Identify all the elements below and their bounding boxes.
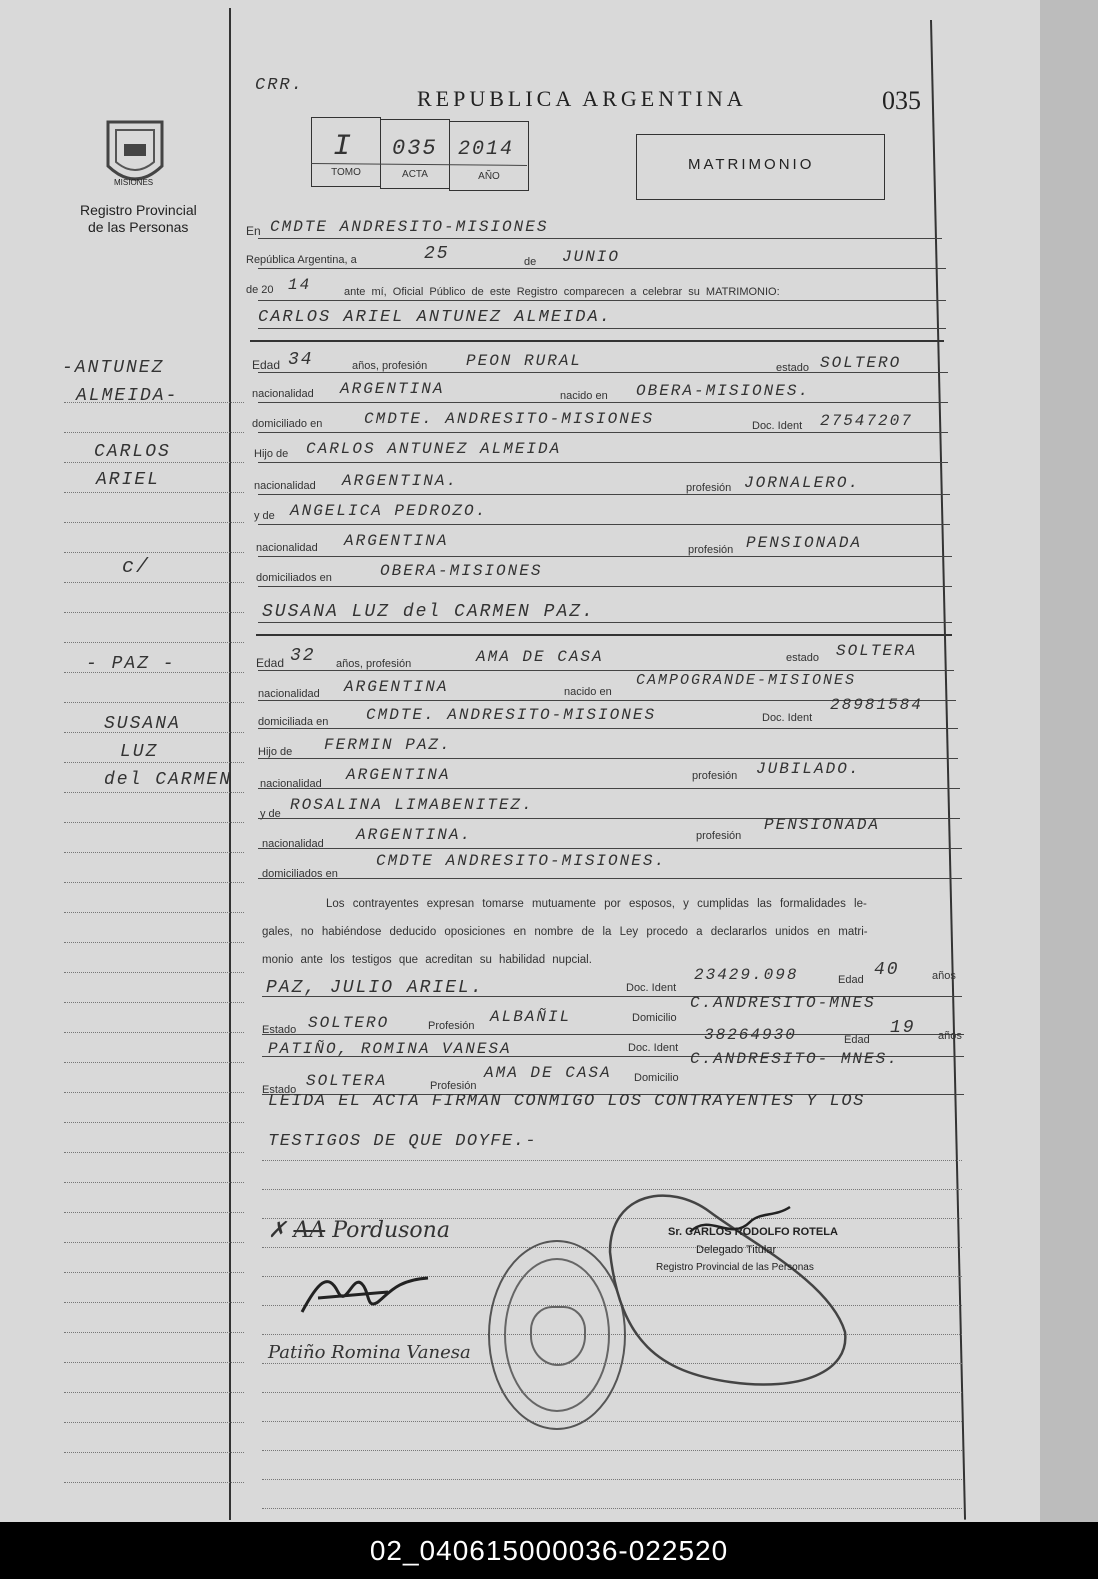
closing-line1: LEIDA EL ACTA FIRMAN CONMIGO LOS CONTRAYENTES Y LOS — [268, 1092, 865, 1111]
margin-conj: c/ — [122, 556, 151, 579]
margin-bride-names-1: SUSANA — [104, 714, 181, 734]
rule-place — [258, 238, 942, 239]
margin-dotted-line — [64, 462, 244, 463]
body-dotted-line — [262, 1508, 962, 1509]
witness1-estado: SOLTERO — [308, 1014, 390, 1032]
groom-madre-prof: PENSIONADA — [746, 534, 863, 552]
witness2-doc-label: Doc. Ident — [628, 1042, 679, 1054]
bride-estado: SOLTERA — [836, 642, 918, 660]
witness1-name: PAZ, JULIO ARIEL. — [266, 978, 484, 998]
groom-section-separator — [250, 340, 944, 342]
footer-code: 02_040615000036-022520 — [0, 1522, 1098, 1579]
rule-groom-padre — [258, 462, 948, 463]
rule-groom-madre-nac — [258, 556, 952, 557]
witness2-name: PATIÑO, ROMINA VANESA — [268, 1040, 512, 1058]
en-label: En — [246, 224, 261, 238]
bride-madre: ROSALINA LIMABENITEZ. — [290, 796, 534, 814]
official-stamp — [600, 1182, 850, 1404]
closing-line2: TESTIGOS DE QUE DOYFE.- — [268, 1132, 538, 1151]
margin-dotted-line — [64, 852, 244, 853]
bride-profesion: AMA DE CASA — [476, 648, 604, 666]
declaration-line1: Los contrayentes expresan tomarse mutuamente por esposos, y cumplidas las formalidades le- — [326, 898, 867, 910]
groom-padre: CARLOS ANTUNEZ ALMEIDA — [306, 440, 562, 458]
bride-madre-prof: PENSIONADA — [764, 816, 881, 834]
rule-bride-doms — [258, 878, 962, 879]
signature-bride — [298, 1262, 438, 1322]
bride-domicilio: CMDTE. ANDRESITO-MISIONES — [366, 706, 657, 724]
groom-estado: SOLTERO — [820, 354, 902, 372]
official-title: Delegado Titular — [696, 1244, 777, 1256]
margin-groom-names-1: CARLOS — [94, 442, 171, 462]
witness1-domicilio: C.ANDRESITO-MNES — [690, 994, 876, 1012]
margin-dotted-line — [64, 552, 244, 553]
bride-padres-dom: CMDTE ANDRESITO-MISIONES. — [376, 852, 667, 870]
witness2-estado: SOLTERA — [306, 1072, 388, 1090]
groom-dom-label: domiciliado en — [252, 418, 323, 430]
margin-dotted-line — [64, 702, 244, 703]
groom-anios-prof-label: años, profesión — [352, 360, 428, 372]
margin-groom-surname-1: -ANTUNEZ — [62, 358, 165, 378]
declaration-line3: monio ante los testigos que acreditan su habilidad nupcial. — [262, 954, 592, 966]
bride-section-separator — [256, 634, 952, 636]
margin-dotted-line — [64, 792, 244, 793]
bride-yde-label: y de — [260, 808, 281, 820]
signature-groom-text: Pordusona — [332, 1218, 450, 1243]
witness2-edad: 19 — [890, 1018, 916, 1038]
groom-madre-nac-label: nacionalidad — [256, 542, 318, 554]
bride-hijo-label: Hijo de — [258, 746, 293, 758]
margin-dotted-line — [64, 1272, 244, 1273]
rule-intro — [258, 300, 946, 301]
bride-nacido-label: nacido en — [564, 686, 612, 698]
rule-groom-nac — [258, 402, 948, 403]
margin-dotted-line — [64, 1422, 244, 1423]
groom-padre-prof-label: profesión — [686, 482, 732, 494]
margin-dotted-line — [64, 762, 244, 763]
witness2-prof-label: Profesión — [430, 1080, 477, 1092]
groom-madre-prof-label: profesión — [688, 544, 734, 556]
margin-dotted-line — [64, 492, 244, 493]
bride-doc: 28981584 — [830, 696, 923, 714]
bride-nac-label: nacionalidad — [258, 688, 320, 700]
margin-bride-names-3: del CARMEN — [104, 770, 233, 790]
rule-bride-name — [258, 622, 952, 623]
groom-doms-label: domiciliados en — [256, 572, 332, 584]
anio-label: AÑO — [478, 171, 500, 182]
margin-dotted-line — [64, 1152, 244, 1153]
margin-dotted-line — [64, 972, 244, 973]
signature-witness: Patiño Romina Vanesa — [268, 1342, 471, 1363]
groom-domicilio: CMDTE. ANDRESITO-MISIONES — [364, 410, 655, 428]
margin-groom-names-2: ARIEL — [96, 470, 161, 490]
witness1-estado-label: Estado — [262, 1024, 297, 1036]
groom-nacido-en: OBERA-MISIONES. — [636, 382, 811, 400]
margin-dotted-line — [64, 882, 244, 883]
margin-dotted-line — [64, 1032, 244, 1033]
groom-estado-label: estado — [776, 362, 810, 374]
groom-hijo-label: Hijo de — [254, 448, 289, 460]
witness2-estado-label: Estado — [262, 1084, 297, 1096]
groom-full-name: CARLOS ARIEL ANTUNEZ ALMEIDA. — [258, 308, 612, 327]
groom-padre-nac: ARGENTINA. — [342, 472, 459, 490]
groom-yde-label: y de — [254, 510, 275, 522]
bride-nacido-en: CAMPOGRANDE-MISIONES — [636, 672, 857, 689]
margin-dotted-line — [64, 1182, 244, 1183]
groom-nac-label: nacionalidad — [252, 388, 314, 400]
de-label: de — [524, 256, 537, 268]
bride-padre-nac-label: nacionalidad — [260, 778, 322, 790]
margin-dotted-line — [64, 1002, 244, 1003]
witness2-domicilio: C.ANDRESITO- MNES. — [690, 1050, 899, 1068]
bride-padre-nac: ARGENTINA — [346, 766, 451, 784]
page-number: 035 — [882, 86, 921, 115]
bride-padre-prof: JUBILADO. — [756, 760, 861, 778]
rule-bride-dom — [258, 728, 958, 729]
acta-label: ACTA — [402, 169, 428, 180]
groom-nacionalidad: ARGENTINA — [340, 380, 445, 398]
margin-bride-names-2: LUZ — [120, 742, 159, 762]
intro-text: ante mí, Oficial Público de este Registro comparecen a celebrar su MATRIMONIO: — [344, 286, 780, 298]
rule-groom-edad — [258, 372, 948, 373]
body-dotted-line — [262, 1421, 962, 1422]
witness2-dom-label: Domicilio — [634, 1072, 679, 1084]
witness1-doc-label: Doc. Ident — [626, 982, 677, 994]
margin-dotted-line — [64, 1332, 244, 1333]
rule-groom-name — [258, 328, 946, 329]
witness2-doc: 38264930 — [704, 1026, 797, 1044]
header-code: CRR. — [255, 76, 304, 95]
anio-value: 2014 — [458, 138, 515, 161]
margin-groom-surname-2: ALMEIDA- — [76, 386, 179, 406]
margin-dotted-line — [64, 1482, 244, 1483]
margin-dotted-line — [64, 942, 244, 943]
witness1-dom-label: Domicilio — [632, 1012, 677, 1024]
groom-madre-nac: ARGENTINA — [344, 532, 449, 550]
page-edge — [1040, 0, 1098, 1522]
bride-padre: FERMIN PAZ. — [324, 736, 452, 754]
margin-dotted-line — [64, 1302, 244, 1303]
bride-doms-label: domiciliados en — [262, 868, 338, 880]
tomo-label: TOMO — [331, 167, 361, 178]
groom-padre-prof: JORNALERO. — [744, 474, 861, 492]
left-margin-line — [229, 8, 231, 1520]
bride-madre-prof-label: profesión — [696, 830, 742, 842]
witness1-profesion: ALBAÑIL — [490, 1008, 572, 1026]
rule-groom-padre-nac — [258, 494, 950, 495]
margin-bride-surname: - PAZ - — [86, 654, 176, 674]
body-dotted-line — [262, 1479, 962, 1480]
rule-groom-madre — [258, 524, 950, 525]
margin-dotted-line — [64, 522, 244, 523]
margin-dotted-line — [64, 582, 244, 583]
body-dotted-line — [262, 1160, 962, 1161]
bride-estado-label: estado — [786, 652, 820, 664]
intro-year-suffix: 14 — [288, 276, 312, 294]
body-dotted-line — [262, 1450, 962, 1451]
intro-month: JUNIO — [562, 248, 621, 266]
groom-padres-dom: OBERA-MISIONES — [380, 562, 543, 580]
margin-dotted-line — [64, 1122, 244, 1123]
rule-bride-padre — [258, 758, 958, 759]
official-name: Sr. CARLOS RODOLFO ROTELA — [668, 1226, 838, 1238]
witness2-profesion: AMA DE CASA — [484, 1064, 612, 1082]
bride-edad: 32 — [290, 646, 316, 666]
logo-text: MISIONES — [114, 178, 154, 187]
tomo-value: I — [333, 130, 354, 164]
margin-dotted-line — [64, 1362, 244, 1363]
rule-bride-edad — [258, 670, 954, 671]
witness2-edad-label: Edad — [844, 1034, 870, 1046]
bride-madre-nac-label: nacionalidad — [262, 838, 324, 850]
margin-dotted-line — [64, 642, 244, 643]
declaration-line2: gales, no habiéndose deducido oposiciones en nombre de la Ley procedo a declararlos unidos en matri- — [262, 926, 868, 938]
margin-dotted-line — [64, 912, 244, 913]
bride-full-name: SUSANA LUZ del CARMEN PAZ. — [262, 602, 595, 622]
acta-value: 035 — [392, 136, 438, 161]
witness2-anios-label: años — [938, 1030, 962, 1042]
groom-profesion: PEON RURAL — [466, 352, 583, 370]
rule-bride-madre-nac — [258, 848, 962, 849]
witness1-anios-label: años — [932, 970, 956, 982]
bride-nacionalidad: ARGENTINA — [344, 678, 449, 696]
country-title: REPUBLICA ARGENTINA — [417, 86, 747, 111]
witness1-prof-label: Profesión — [428, 1020, 475, 1032]
witness1-edad: 40 — [874, 960, 900, 980]
groom-nacido-label: nacido en — [560, 390, 608, 402]
rep-label: República Argentina, a — [246, 254, 357, 266]
rule-groom-dom — [258, 432, 948, 433]
intro-day: 25 — [424, 244, 450, 264]
groom-doc: 27547207 — [820, 412, 913, 430]
margin-dotted-line — [64, 612, 244, 613]
signature-groom: ✗ AA Pordusona — [268, 1218, 450, 1243]
official-registry: Registro Provincial de las Personas — [656, 1262, 814, 1273]
witness1-doc: 23429.098 — [694, 966, 799, 984]
act-type: MATRIMONIO — [688, 156, 815, 173]
registry-name-line1: Registro Provincial — [80, 202, 197, 218]
registry-logo — [100, 116, 170, 192]
bride-dom-label: domiciliada en — [258, 716, 329, 728]
witness1-edad-label: Edad — [838, 974, 864, 986]
rule-groom-doms — [258, 586, 952, 587]
rule-bride-padre-nac — [258, 788, 960, 789]
groom-edad: 34 — [288, 350, 314, 370]
bride-edad-label: Edad — [256, 656, 285, 670]
margin-dotted-line — [64, 1452, 244, 1453]
bride-anios-prof-label: años, profesión — [336, 658, 412, 670]
registry-name-line2: de las Personas — [88, 219, 189, 235]
rule-date — [258, 268, 946, 269]
margin-dotted-line — [64, 1092, 244, 1093]
margin-dotted-line — [64, 1242, 244, 1243]
groom-doc-label: Doc. Ident — [752, 420, 803, 432]
groom-edad-label: Edad — [252, 358, 281, 372]
bride-padre-prof-label: profesión — [692, 770, 738, 782]
margin-dotted-line — [64, 432, 244, 433]
margin-dotted-line — [64, 1062, 244, 1063]
intro-place: CMDTE ANDRESITO-MISIONES — [270, 218, 549, 236]
margin-dotted-line — [64, 1212, 244, 1213]
groom-padre-nac-label: nacionalidad — [254, 480, 316, 492]
bride-doc-label: Doc. Ident — [762, 712, 813, 724]
year-prefix: de 20 — [246, 284, 274, 296]
margin-dotted-line — [64, 822, 244, 823]
groom-madre: ANGELICA PEDROZO. — [290, 502, 488, 520]
bride-madre-nac: ARGENTINA. — [356, 826, 473, 844]
margin-dotted-line — [64, 1392, 244, 1393]
